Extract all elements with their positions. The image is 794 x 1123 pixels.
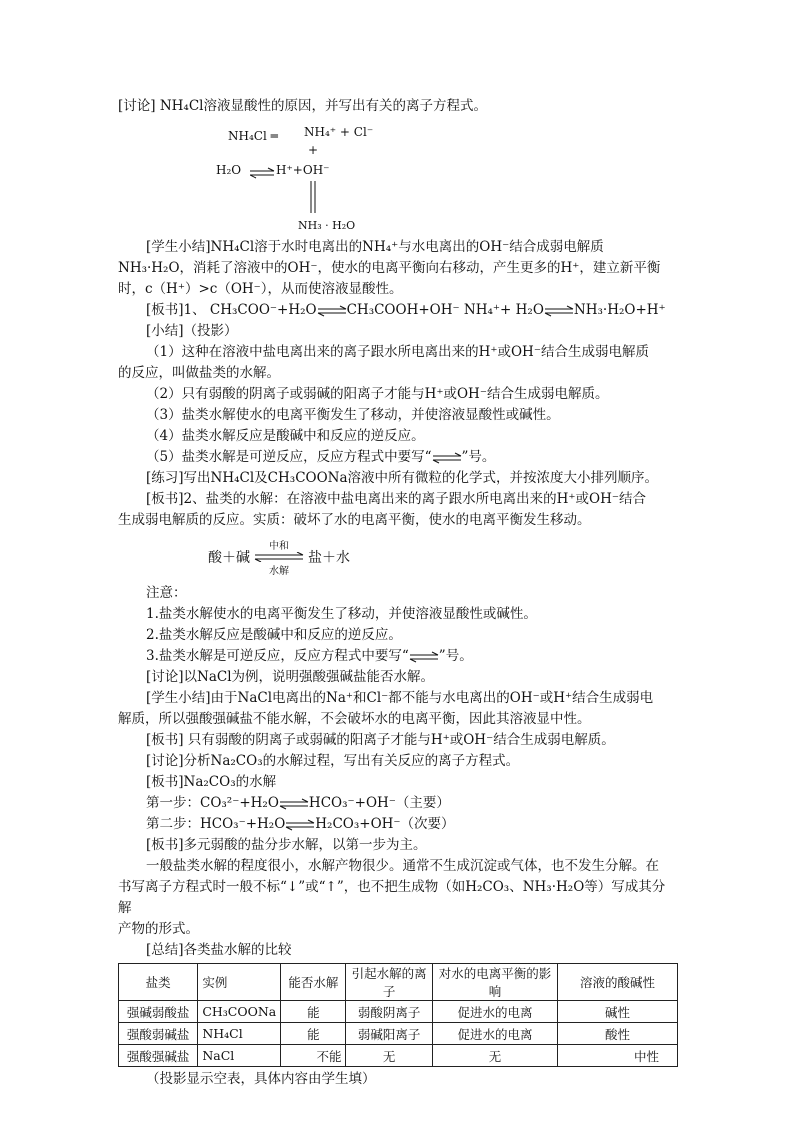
student-summary-1b: NH₃·H₂O，消耗了溶液中的OH⁻，使水的电离平衡向右移动，产生更多的H⁺，建立新平衡 [118,260,661,276]
table-cell: NaCl [198,1045,281,1067]
eq-h2o: H₂O [216,163,242,177]
board-5: [板书]多元弱酸的盐分步水解，以第一步为主。 [146,837,427,853]
reversible-arrow-icon [432,452,462,464]
small-summary: [小结]（投影） [146,323,238,339]
salt-hydrolysis-table [118,963,678,1067]
table-cell: 不能 [281,1045,346,1067]
table-cell: 无 [346,1045,432,1067]
ionization-scheme [118,117,678,237]
student-summary-1a: [学生小结]NH₄Cl溶于水时电离出的NH₄⁺与水电离出的OH⁻结合成弱电解质 [146,239,604,255]
discuss-nacl: [讨论]以NaCl为例，说明强酸强碱盐能否水解。 [146,669,435,685]
student-summary-2a: [学生小结]由于NaCl电离出的Na⁺和Cl⁻都不能与水电离出的OH⁻或H⁺结合生成弱电 [146,690,654,706]
table-cell: NH₄Cl [198,1023,281,1045]
discuss-nh4cl: [讨论] NH₄Cl溶液显酸性的原因，并写出有关的离子方程式。 [118,98,487,114]
table-cell: CH₃COONa [198,1001,281,1023]
student-summary-1c: 时，c（H⁺）>c（OH⁻），从而使溶液显酸性。 [118,281,403,297]
neutralization-formula: 酸＋碱 中和 水解 盐＋水 [208,537,678,577]
point-3: （3）盐类水解使水的电离平衡发生了移动，并使溶液显酸性或碱性。 [146,407,560,423]
table-header: 溶液的酸碱性 [558,964,678,1001]
reversible-arrow-icon [279,798,309,810]
table-cell: 促进水的电离 [432,1001,557,1023]
table-header-row [119,964,678,1001]
general-3: 产物的形式。 [118,921,199,937]
table-cell: 酸性 [558,1023,678,1045]
reversible-arrow-icon [544,305,574,317]
note-title: 注意： [146,585,187,601]
discuss-na2co3: [讨论]分析Na₂CO₃的水解过程，写出有关反应的离子方程式。 [146,753,520,769]
table-header: 引起水解的离子 [346,964,432,1001]
table-row [119,1023,678,1045]
eq-plus: + [308,143,319,157]
table-header: 对水的电离平衡的影响 [432,964,557,1001]
table-cell: 强酸弱碱盐 [119,1023,198,1045]
board-2b: 生成弱电解质的反应。实质：破坏了水的电离平衡，使水的电离平衡发生移动。 [118,512,591,528]
board-1: [板书]1、 CH₃COO⁻+H₂O CH₃COOH+OH⁻ NH₄⁺+ H₂O NH₃·H₂O+H⁺ [146,302,666,318]
formula-condition: 中和 水解 [254,537,304,577]
table-cell: 强碱弱酸盐 [119,1001,198,1023]
reversible-arrow-icon [285,819,315,831]
table-cell: 能 [281,1001,346,1023]
total-title: [总结]各类盐水解的比较 [146,942,292,958]
eq-nh4cl: NH₄Cl ═ [228,129,278,143]
double-line-icon [308,181,318,215]
table-row [119,1045,678,1067]
table-cell: 无 [432,1045,557,1067]
step-2: 第二步：HCO₃⁻+H₂O H₂CO₃+OH⁻（次要） [146,816,455,832]
reversible-arrow-icon [254,552,304,562]
board-2a: [板书]2、盐类的水解：在溶液中盐电离出来的离子跟水所电离出来的H⁺或OH⁻结合 [146,491,646,507]
eq-nh4-cl: NH₄⁺ + Cl⁻ [304,125,374,139]
board-3: [板书] 只有弱酸的阴离子或弱碱的阳离子才能与H⁺或OH⁻结合生成弱电解质。 [146,732,615,748]
point-2: （2）只有弱酸的阴离子或弱碱的阳离子才能与H⁺或OH⁻结合生成弱电解质。 [146,386,609,402]
projection-note: （投影显示空表，具体内容由学生填） [146,1071,376,1087]
student-summary-2b: 解质，所以强酸强碱盐不能水解，不会破坏水的电离平衡，因此其溶液显中性。 [118,711,591,727]
table-cell: 能 [281,1023,346,1045]
table-cell: 中性 [558,1045,678,1067]
table-cell: 弱碱阳离子 [346,1023,432,1045]
eq-nh3h2o: NH₃ · H₂O [298,219,356,232]
point-5: （5）盐类水解是可逆反应，反应方程式中要写“ ”号。 [146,449,496,465]
point-4: （4）盐类水解反应是酸碱中和反应的逆反应。 [146,428,425,444]
table-cell: 碱性 [558,1001,678,1023]
table-cell: 弱酸阴离子 [346,1001,432,1023]
document-page [118,96,678,1090]
general-1: 一般盐类水解的程度很小，水解产物很少。通常不生成沉淀或气体，也不发生分解。在 [146,858,659,874]
practice: [练习]写出NH₄Cl及CH₃COONa溶液中所有微粒的化学式，并按浓度大小排列顺序。 [146,470,659,486]
point-1b: 的反应，叫做盐类的水解。 [118,365,280,381]
general-2: 书写离子方程式时一般不标“↓”或“↑”，也不把生成物（如H₂CO₃、NH₃·H₂O等）写成其分解 [118,879,666,916]
table-header: 盐类 [119,964,198,1001]
table-cell: 强酸强碱盐 [119,1045,198,1067]
table-header: 能否水解 [281,964,346,1001]
equilibrium-arrow-icon [250,167,276,179]
point-1a: （1）这种在溶液中盐电离出来的离子跟水所电离出来的H⁺或OH⁻结合生成弱电解质 [146,344,649,360]
table-header: 实例 [198,964,281,1001]
note-2: 2.盐类水解反应是酸碱中和反应的逆反应。 [146,627,402,643]
table-cell: 促进水的电离 [432,1023,557,1045]
table-row [119,1001,678,1023]
reversible-arrow-icon [317,305,347,317]
note-3: 3.盐类水解是可逆反应，反应方程式中要写“ ”号。 [146,648,473,664]
step-1: 第一步：CO₃²⁻+H₂O HCO₃⁻+OH⁻（主要） [146,795,450,811]
note-1: 1.盐类水解使水的电离平衡发生了移动，并使溶液显酸性或碱性。 [146,606,537,622]
board-4: [板书]Na₂CO₃的水解 [146,774,277,790]
eq-h-oh: H⁺+OH⁻ [276,163,330,177]
reversible-arrow-icon [409,651,439,663]
